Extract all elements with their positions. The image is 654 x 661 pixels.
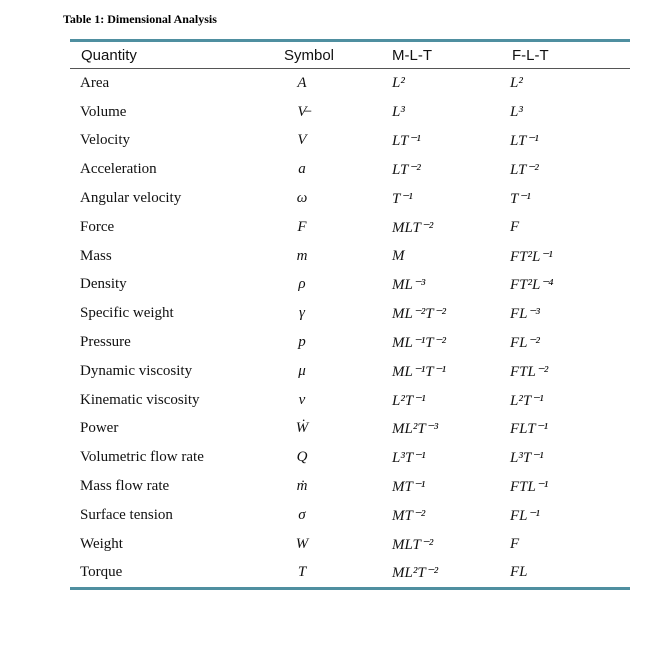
quantity-cell: Power — [80, 420, 119, 437]
quantity-cell: Area — [80, 74, 110, 91]
table-row — [70, 98, 630, 127]
flt-cell: T⁻¹ — [510, 191, 531, 208]
flt-cell: L² — [510, 74, 523, 91]
table-row — [70, 501, 630, 530]
mlt-cell: T⁻¹ — [392, 191, 413, 208]
table-row — [70, 184, 630, 213]
symbol-text: m — [296, 247, 308, 264]
quantity-cell: Density — [80, 276, 127, 293]
flt-cell: L³ — [510, 103, 523, 120]
quantity-cell: Torque — [80, 564, 123, 581]
mlt-cell: L²T⁻¹ — [392, 392, 426, 409]
symbol-text: ρ — [298, 276, 306, 293]
flt-cell: FL — [510, 564, 528, 581]
symbol-cell — [282, 357, 392, 386]
flt-cell: LT⁻¹ — [510, 133, 539, 150]
quantity-cell: Velocity — [80, 132, 130, 149]
mlt-cell: MLT⁻² — [392, 536, 434, 553]
symbol-cell — [282, 328, 392, 357]
symbol-text: Ẇ — [295, 420, 309, 437]
symbol-text: ν — [298, 391, 306, 408]
quantity-cell: Mass flow rate — [80, 478, 170, 495]
symbol-cell — [282, 98, 392, 127]
table-row — [70, 127, 630, 156]
quantity-cell: Acceleration — [80, 161, 157, 178]
flt-cell: FL⁻³ — [510, 306, 540, 323]
mlt-cell: ML⁻³ — [392, 277, 426, 294]
table-row — [70, 386, 630, 415]
symbol-text: ω — [296, 190, 308, 207]
symbol-text: ṁ — [296, 478, 308, 495]
table-row — [70, 443, 630, 472]
symbol-text: p — [298, 334, 306, 351]
mlt-cell: LT⁻² — [392, 162, 421, 179]
quantity-cell: Dynamic viscosity — [80, 362, 193, 379]
mlt-cell: MT⁻¹ — [392, 479, 426, 496]
flt-cell: FL⁻¹ — [510, 507, 540, 524]
table-body — [70, 69, 630, 589]
symbol-text: σ — [298, 506, 306, 523]
mlt-cell: MLT⁻² — [392, 219, 434, 236]
header-row — [70, 41, 630, 69]
flt-cell: L³T⁻¹ — [510, 450, 544, 467]
quantity-cell: Angular velocity — [80, 190, 182, 207]
symbol-text: μ — [298, 362, 306, 379]
symbol-text: W — [295, 535, 309, 552]
table-row — [70, 271, 630, 300]
symbol-cell — [282, 415, 392, 444]
quantity-cell: Force — [80, 218, 115, 235]
table-caption: Table 1: Dimensional Analysis — [63, 12, 217, 26]
symbol-cell — [282, 386, 392, 415]
mlt-cell: L³ — [392, 103, 405, 120]
table-row — [70, 472, 630, 501]
mlt-cell: ML⁻¹T⁻¹ — [392, 363, 447, 380]
quantity-cell: Mass — [80, 247, 112, 264]
flt-cell: FTL⁻² — [510, 363, 549, 380]
quantity-cell: Volumetric flow rate — [80, 449, 204, 466]
mlt-cell: ML²T⁻³ — [392, 421, 439, 438]
quantity-cell: Kinematic viscosity — [80, 391, 200, 408]
quantity-cell: Specific weight — [80, 305, 174, 322]
symbol-text: F — [297, 218, 307, 235]
table-row — [70, 299, 630, 328]
header-quantity: Quantity — [81, 46, 137, 64]
flt-cell: FLT⁻¹ — [510, 421, 548, 438]
table-row — [70, 213, 630, 242]
mlt-cell: L² — [392, 74, 405, 91]
symbol-text: Q — [296, 449, 308, 466]
table-row — [70, 530, 630, 559]
flt-cell: L²T⁻¹ — [510, 392, 544, 409]
table-row — [70, 328, 630, 357]
flt-cell: LT⁻² — [510, 162, 539, 179]
table-row — [70, 242, 630, 271]
flt-cell: F — [510, 535, 520, 552]
symbol-cell — [282, 213, 392, 242]
symbol-text: A — [297, 74, 307, 91]
symbol-cell — [282, 155, 392, 184]
quantity-cell: Volume — [80, 103, 127, 120]
symbol-text: a — [298, 161, 306, 178]
quantity-cell: Pressure — [80, 334, 131, 351]
flt-cell: FT²L⁻¹ — [510, 248, 553, 265]
symbol-cell — [282, 184, 392, 213]
table-row — [70, 357, 630, 386]
symbol-text: V̶ — [297, 103, 307, 120]
dimensional-analysis-table — [70, 39, 630, 590]
mlt-cell: LT⁻¹ — [392, 133, 421, 150]
mlt-cell: ML⁻¹T⁻² — [392, 335, 447, 352]
symbol-cell — [282, 443, 392, 472]
table-row — [70, 559, 630, 589]
header-flt: F-L-T — [512, 46, 549, 64]
symbol-text: γ — [299, 305, 305, 322]
symbol-cell — [282, 299, 392, 328]
mlt-cell: M — [392, 247, 405, 264]
mlt-cell: MT⁻² — [392, 507, 426, 524]
flt-cell: FL⁻² — [510, 335, 540, 352]
table-row — [70, 415, 630, 444]
table-row — [70, 155, 630, 184]
header-symbol: Symbol — [284, 46, 335, 64]
symbol-text: V — [297, 132, 307, 149]
symbol-cell — [282, 559, 392, 589]
dimensional-analysis-table-container — [70, 39, 630, 590]
quantity-cell: Surface tension — [80, 506, 173, 523]
flt-cell: FT²L⁻⁴ — [510, 277, 554, 294]
symbol-cell — [282, 472, 392, 501]
quantity-cell: Weight — [80, 535, 123, 552]
mlt-cell: ML²T⁻² — [392, 565, 439, 582]
symbol-cell — [282, 127, 392, 156]
symbol-cell — [282, 271, 392, 300]
mlt-cell: ML⁻²T⁻² — [392, 306, 447, 323]
flt-cell: FTL⁻¹ — [510, 479, 549, 496]
symbol-cell — [282, 501, 392, 530]
mlt-cell: L³T⁻¹ — [392, 450, 426, 467]
symbol-cell — [282, 242, 392, 271]
header-mlt: M-L-T — [392, 46, 432, 64]
table-header — [70, 41, 630, 69]
symbol-text: T — [297, 564, 307, 581]
symbol-cell — [282, 69, 392, 98]
flt-cell: F — [510, 218, 520, 235]
table-row — [70, 69, 630, 98]
symbol-cell — [282, 530, 392, 559]
